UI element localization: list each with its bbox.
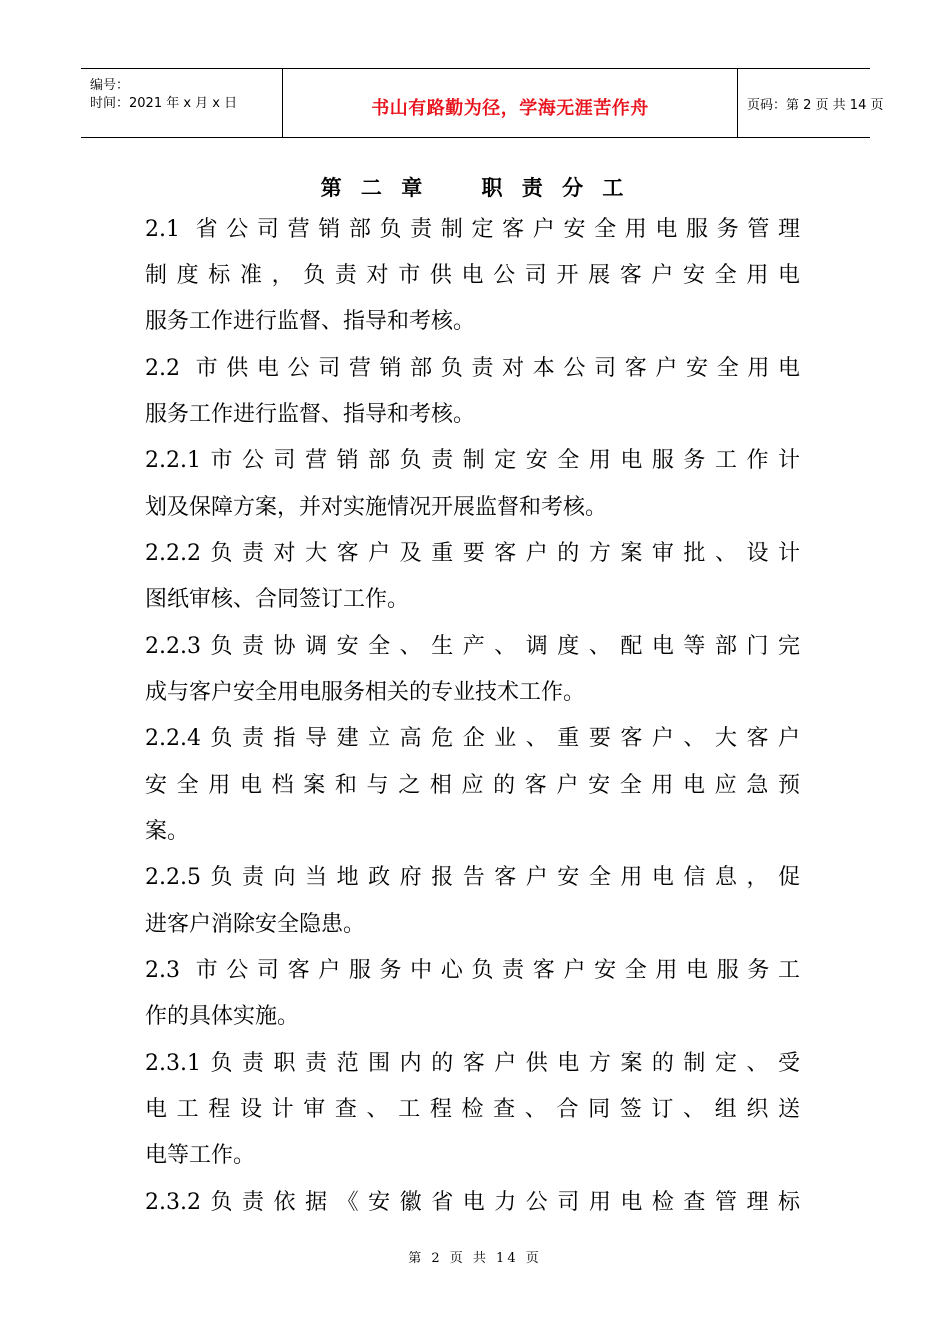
time-label: 时间：2021 年 x 月 x 日 [90,96,238,111]
text-line: 2.2.3负责协调安全、生产、调度、配电等部门完 [145,634,800,659]
text-line: 2.3.1负责职责范围内的客户供电方案的制定、受 [145,1051,800,1076]
text-line: 2.2.1市公司营销部负责制定安全用电服务工作计 [145,448,800,473]
text-line: 电工程设计审查、工程检查、合同签订、组织送 [145,1097,800,1122]
text-line: 2.2.2负责对大客户及重要客户的方案审批、设计 [145,541,800,566]
text-line: 2.2 市供电公司营销部负责对本公司客户安全用电 [145,356,800,381]
header-table [81,68,884,138]
text-line: 服务工作进行监督、指导和考核。 [145,402,476,427]
text-line: 案。 [145,819,190,844]
text-line: 进客户消除安全隐患。 [145,912,366,937]
text-line: 制度标准，负责对市供电公司开展客户安全用电 [145,263,800,288]
text-line: 2.3.2负责依据《安徽省电力公司用电检查管理标 [145,1190,800,1215]
header-motto-cell [283,69,738,137]
number-label: 编号： [90,78,130,93]
page-footer: 第 2 页 共 14 页 [408,1251,542,1266]
text-line: 安全用电档案和与之相应的客户安全用电应急预 [145,773,800,798]
text-line: 服务工作进行监督、指导和考核。 [145,309,476,334]
text-line: 2.2.5负责向当地政府报告客户安全用电信息，促 [145,865,800,890]
text-line: 作的具体实施。 [145,1004,300,1029]
header-page-cell [738,69,884,137]
header-meta-cell [81,69,283,137]
chapter-title: 第 二 章 职 责 分 工 [320,176,630,200]
motto: 书山有路勤为径，学海无涯苦作舟 [371,98,649,119]
text-line: 划及保障方案，并对实施情况开展监督和考核。 [145,495,608,520]
text-line: 成与客户安全用电服务相关的专业技术工作。 [145,680,586,705]
text-line: 图纸审核、合同签订工作。 [145,587,410,612]
page-info: 页码：第 2 页 共 14 页 [747,98,884,113]
text-line: 2.3 市公司客户服务中心负责客户安全用电服务工 [145,958,800,983]
text-line: 2.2.4负责指导建立高危企业、重要客户、大客户 [145,726,800,751]
text-line: 2.1 省公司营销部负责制定客户安全用电服务管理 [145,217,800,242]
text-line: 电等工作。 [145,1143,256,1168]
